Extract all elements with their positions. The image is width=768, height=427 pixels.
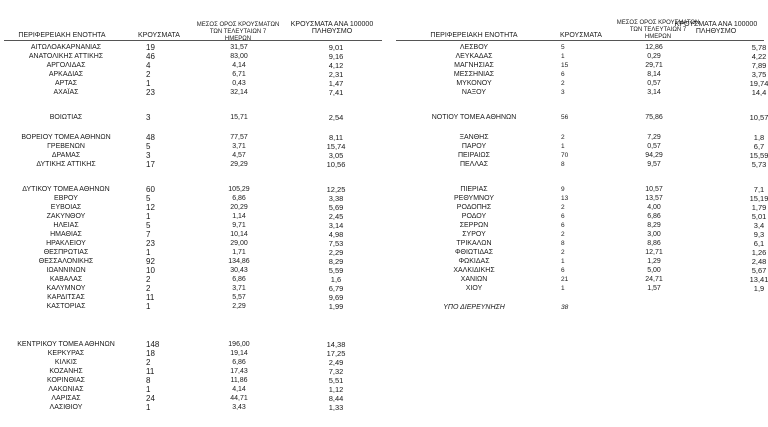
left-per-100k-cell: 9,16 — [328, 52, 344, 61]
left-avg-cell: 3,71 — [232, 285, 246, 292]
left-per-100k-cell: 8,29 — [328, 257, 344, 266]
left-avg-cell: 3,43 — [232, 404, 246, 411]
right-row — [396, 194, 768, 203]
right-region-cell: ΣΕΡΡΩΝ — [459, 222, 489, 229]
left-region-cell: ΑΡΓΟΛΙΔΑΣ — [46, 62, 86, 69]
left-per-100k-cell: 2,54 — [328, 113, 344, 122]
right-region-cell: ΠΕΙΡΑΙΩΣ — [458, 152, 490, 159]
right-per-100k-cell: 5,67 — [751, 266, 767, 275]
left-avg-cell: 3,71 — [232, 143, 246, 150]
right-avg-cell: 12,71 — [645, 249, 663, 256]
left-row — [4, 293, 384, 302]
right-per-100k-cell: 3,4 — [753, 221, 765, 230]
left-per-100k-cell: 2,29 — [328, 248, 344, 257]
left-row — [4, 88, 384, 97]
right-row — [396, 230, 768, 239]
left-avg-cell: 6,86 — [232, 195, 246, 202]
left-avg-cell: 196,00 — [228, 341, 250, 348]
left-avg-cell: 83,00 — [230, 53, 248, 60]
left-row — [4, 257, 384, 266]
left-cases-cell: 23 — [146, 88, 155, 97]
left-avg-cell: 1,14 — [232, 213, 246, 220]
right-avg-cell: 10,57 — [645, 186, 663, 193]
right-region-cell: ΧΑΛΚΙΔΙΚΗΣ — [453, 267, 495, 274]
right-cases-cell: 56 — [561, 114, 569, 121]
left-cases-cell: 11 — [146, 367, 155, 376]
left-cases-cell: 10 — [146, 266, 155, 275]
left-region-cell: ΚΑΒΑΛΑΣ — [49, 276, 83, 283]
left-region-cell: ΔΡΑΜΑΣ — [51, 152, 81, 159]
left-region-cell: ΚΟΖΑΝΗΣ — [49, 368, 83, 375]
left-cases-cell: 23 — [146, 239, 155, 248]
left-row — [4, 79, 384, 88]
right-cases-cell: 1 — [561, 285, 565, 292]
left-per-100k-cell: 1,33 — [328, 403, 344, 412]
left-per-100k-cell: 7,41 — [328, 88, 344, 97]
left-avg-cell: 5,57 — [232, 294, 246, 301]
left-cases-cell: 48 — [146, 133, 155, 142]
right-avg-cell: 0,29 — [647, 53, 661, 60]
right-cases-cell: 6 — [561, 213, 565, 220]
left-cases-cell: 7 — [146, 230, 151, 239]
left-cases-cell: 4 — [146, 61, 151, 70]
right-cases-cell: 2 — [561, 249, 565, 256]
right-row — [396, 70, 768, 79]
left-region-cell: ΚΑΛΥΜΝΟΥ — [46, 285, 86, 292]
left-per-100k-cell: 17,25 — [326, 349, 346, 358]
right-per-100k-cell: 9,3 — [753, 230, 765, 239]
left-avg-cell: 105,29 — [228, 186, 250, 193]
right-region-cell: ΦΩΚΙΔΑΣ — [458, 258, 490, 265]
right-header-rule — [396, 40, 764, 41]
left-per-100k-cell: 5,59 — [328, 266, 344, 275]
right-row — [396, 275, 768, 284]
right-header-region: ΠΕΡΙΦΕΡΕΙΑΚΗ ΕΝΟΤΗΤΑ — [430, 32, 518, 39]
right-per-100k-cell: 1,26 — [751, 248, 767, 257]
right-per-100k-cell: 15,59 — [749, 151, 768, 160]
left-header-cases: ΚΡΟΥΣΜΑΤΑ — [138, 32, 180, 39]
left-row — [4, 403, 384, 412]
right-region-cell: ΡΟΔΟΥ — [461, 213, 487, 220]
right-row — [396, 257, 768, 266]
right-row — [396, 185, 768, 194]
left-avg-cell: 4,14 — [232, 62, 246, 69]
right-avg-cell: 3,14 — [647, 89, 661, 96]
left-row — [4, 248, 384, 257]
right-region-cell: ΝΑΞΟΥ — [461, 89, 487, 96]
left-header-per-line1: ΚΡΟΥΣΜΑΤΑ ΑΝΑ 100000 — [290, 21, 374, 28]
left-cases-cell: 5 — [146, 221, 151, 230]
left-cases-cell: 3 — [146, 113, 151, 122]
left-region-cell: ΕΥΒΟΙΑΣ — [50, 204, 82, 211]
left-header-region: ΠΕΡΙΦΕΡΕΙΑΚΗ ΕΝΟΤΗΤΑ — [18, 32, 106, 39]
left-per-100k-cell: 9,01 — [328, 43, 344, 52]
right-row — [396, 239, 768, 248]
left-avg-cell: 2,29 — [232, 303, 246, 310]
left-cases-cell: 12 — [146, 203, 155, 212]
right-row — [396, 52, 768, 61]
left-row — [4, 113, 384, 122]
left-per-100k-cell: 2,49 — [328, 358, 344, 367]
left-per-100k-cell: 6,79 — [328, 284, 344, 293]
right-header-avg-line2: ΤΩΝ ΤΕΛΕΥΤΑΙΩΝ 7 ΗΜΕΡΩΝ — [629, 27, 687, 40]
right-per-100k-cell: 3,75 — [751, 70, 767, 79]
left-avg-cell: 9,71 — [232, 222, 246, 229]
left-cases-cell: 1 — [146, 79, 151, 88]
right-cases-cell: 3 — [561, 89, 565, 96]
right-per-100k-cell: 7,89 — [751, 61, 767, 70]
right-per-100k-cell: 19,74 — [749, 79, 768, 88]
left-cases-cell: 1 — [146, 403, 151, 412]
right-per-100k-cell: 13,41 — [749, 275, 768, 284]
left-row — [4, 142, 384, 151]
left-avg-cell: 77,57 — [230, 134, 248, 141]
right-row — [396, 142, 768, 151]
left-per-100k-cell: 1,47 — [328, 79, 344, 88]
right-avg-cell: 13,57 — [645, 195, 663, 202]
left-avg-cell: 44,71 — [230, 395, 248, 402]
right-header-per-line2: ΠΛΗΘΥΣΜΟ — [695, 28, 737, 35]
right-cases-cell: 5 — [561, 44, 565, 51]
left-cases-cell: 1 — [146, 212, 151, 221]
right-avg-cell: 8,29 — [647, 222, 661, 229]
right-region-cell: ΝΟΤΙΟΥ ΤΟΜΕΑ ΑΘΗΝΩΝ — [431, 114, 517, 121]
right-region-cell: ΥΠΟ ΔΙΕΡΕΥΝΗΣΗ — [443, 304, 505, 311]
right-region-cell: ΦΘΙΩΤΙΔΑΣ — [454, 249, 494, 256]
left-cases-cell: 3 — [146, 151, 151, 160]
left-per-100k-cell: 8,44 — [328, 394, 344, 403]
left-cases-cell: 2 — [146, 358, 151, 367]
right-row — [396, 212, 768, 221]
left-region-cell: ΑΡΤΑΣ — [54, 80, 78, 87]
left-cases-cell: 92 — [146, 257, 155, 266]
right-cases-cell: 2 — [561, 80, 565, 87]
left-per-100k-cell: 5,51 — [328, 376, 344, 385]
left-region-cell: ΚΑΡΔΙΤΣΑΣ — [47, 294, 85, 301]
left-avg-cell: 32,14 — [230, 89, 248, 96]
left-row — [4, 185, 384, 194]
right-per-100k-cell: 1,9 — [753, 284, 765, 293]
right-row — [396, 61, 768, 70]
right-per-100k-cell: 10,57 — [749, 113, 768, 122]
left-region-cell: ΘΕΣΠΡΩΤΙΑΣ — [43, 249, 89, 256]
left-cases-cell: 1 — [146, 302, 151, 311]
right-avg-cell: 94,29 — [645, 152, 663, 159]
right-row — [396, 248, 768, 257]
left-region-cell: ΑΧΑΪΑΣ — [53, 89, 79, 96]
left-avg-cell: 11,86 — [230, 377, 248, 384]
right-avg-cell: 5,00 — [647, 267, 661, 274]
left-avg-cell: 19,14 — [230, 350, 248, 357]
right-per-100k-cell: 2,48 — [751, 257, 767, 266]
right-avg-cell: 7,29 — [647, 134, 661, 141]
right-row — [396, 151, 768, 160]
right-avg-cell: 1,57 — [647, 285, 661, 292]
left-avg-cell: 29,00 — [230, 240, 248, 247]
left-cases-cell: 148 — [146, 340, 160, 349]
right-region-cell: ΞΑΝΘΗΣ — [459, 134, 489, 141]
left-region-cell: ΚΕΡΚΥΡΑΣ — [47, 350, 85, 357]
right-region-cell: ΡΕΘΥΜΝΟΥ — [453, 195, 494, 202]
left-row — [4, 212, 384, 221]
left-cases-cell: 60 — [146, 185, 155, 194]
right-avg-cell: 6,86 — [647, 213, 661, 220]
left-row — [4, 367, 384, 376]
right-cases-cell: 8 — [561, 161, 565, 168]
right-header-per-line1: ΚΡΟΥΣΜΑΤΑ ΑΝΑ 100000 — [674, 21, 758, 28]
right-cases-cell: 6 — [561, 222, 565, 229]
left-region-cell: ΚΑΣΤΟΡΙΑΣ — [46, 303, 86, 310]
right-cases-cell: 1 — [561, 258, 565, 265]
left-row — [4, 239, 384, 248]
left-header-rule — [4, 40, 382, 41]
right-region-cell: ΜΑΓΝΗΣΙΑΣ — [454, 62, 494, 69]
right-row — [396, 160, 768, 169]
left-region-cell: ΗΜΑΘΙΑΣ — [50, 231, 82, 238]
right-row — [396, 88, 768, 97]
left-cases-cell: 5 — [146, 194, 151, 203]
right-avg-cell: 29,71 — [645, 62, 663, 69]
right-per-100k-cell: 7,1 — [753, 185, 765, 194]
right-cases-cell: 9 — [561, 186, 565, 193]
left-row — [4, 376, 384, 385]
left-row — [4, 43, 384, 52]
right-region-cell: ΡΟΔΟΠΗΣ — [456, 204, 492, 211]
right-row — [396, 303, 768, 312]
right-region-cell: ΣΥΡΟΥ — [462, 231, 486, 238]
left-region-cell: ΑΙΤΩΛΟΑΚΑΡΝΑΝΙΑΣ — [30, 44, 102, 51]
right-header-avg-line1: ΜΕΣΟΣ ΟΡΟΣ ΚΡΟΥΣΜΑΤΩΝ — [616, 20, 700, 26]
left-region-cell: ΙΩΑΝΝΙΝΩΝ — [46, 267, 86, 274]
right-avg-cell: 24,71 — [645, 276, 663, 283]
left-row — [4, 61, 384, 70]
left-avg-cell: 15,71 — [230, 114, 248, 121]
left-region-cell: ΔΥΤΙΚΟΥ ΤΟΜΕΑ ΑΘΗΝΩΝ — [22, 186, 110, 193]
left-avg-cell: 17,43 — [230, 368, 248, 375]
left-per-100k-cell: 3,38 — [328, 194, 344, 203]
right-row — [396, 133, 768, 142]
right-per-100k-cell: 1,8 — [753, 133, 765, 142]
left-avg-cell: 31,57 — [230, 44, 248, 51]
right-cases-cell: 1 — [561, 143, 565, 150]
right-per-100k-cell: 6,7 — [753, 142, 765, 151]
left-row — [4, 385, 384, 394]
right-avg-cell: 75,86 — [645, 114, 663, 121]
left-per-100k-cell: 3,05 — [328, 151, 344, 160]
right-row — [396, 43, 768, 52]
left-avg-cell: 0,43 — [232, 80, 246, 87]
left-per-100k-cell: 7,32 — [328, 367, 344, 376]
right-region-cell: ΠΙΕΡΙΑΣ — [460, 186, 488, 193]
left-cases-cell: 2 — [146, 284, 151, 293]
left-cases-cell: 5 — [146, 142, 151, 151]
left-row — [4, 302, 384, 311]
left-row — [4, 151, 384, 160]
left-row — [4, 394, 384, 403]
left-per-100k-cell: 7,53 — [328, 239, 344, 248]
left-per-100k-cell: 10,56 — [326, 160, 346, 169]
right-per-100k-cell: 1,79 — [751, 203, 767, 212]
left-cases-cell: 2 — [146, 275, 151, 284]
left-per-100k-cell: 5,69 — [328, 203, 344, 212]
left-per-100k-cell: 3,14 — [328, 221, 344, 230]
left-header-per-line2: ΠΛΗΘΥΣΜΟ — [311, 28, 353, 35]
left-per-100k-cell: 4,98 — [328, 230, 344, 239]
left-row — [4, 230, 384, 239]
right-row — [396, 284, 768, 293]
left-avg-cell: 6,86 — [232, 276, 246, 283]
left-per-100k-cell: 1,12 — [328, 385, 344, 394]
right-cases-cell: 70 — [561, 152, 569, 159]
right-row — [396, 266, 768, 275]
left-row — [4, 221, 384, 230]
left-cases-cell: 1 — [146, 385, 151, 394]
left-avg-cell: 6,71 — [232, 71, 246, 78]
left-cases-cell: 1 — [146, 248, 151, 257]
left-row — [4, 160, 384, 169]
left-row — [4, 266, 384, 275]
left-region-cell: ΖΑΚΥΝΘΟΥ — [46, 213, 86, 220]
left-per-100k-cell: 8,11 — [328, 133, 344, 142]
left-avg-cell: 10,14 — [230, 231, 248, 238]
left-per-100k-cell: 14,38 — [326, 340, 346, 349]
left-row — [4, 275, 384, 284]
left-cases-cell: 17 — [146, 160, 155, 169]
right-per-100k-cell: 5,73 — [751, 160, 767, 169]
right-cases-cell: 8 — [561, 240, 565, 247]
right-header-per — [668, 21, 764, 35]
left-row — [4, 358, 384, 367]
left-region-cell: ΒΟΙΩΤΙΑΣ — [49, 114, 83, 121]
right-cases-cell: 2 — [561, 231, 565, 238]
left-cases-cell: 24 — [146, 394, 155, 403]
right-region-cell: ΧΙΟΥ — [465, 285, 483, 292]
left-cases-cell: 46 — [146, 52, 155, 61]
right-cases-cell: 6 — [561, 267, 565, 274]
left-cases-cell: 2 — [146, 70, 151, 79]
left-avg-cell: 29,29 — [230, 161, 248, 168]
right-region-cell: ΧΑΝΙΩΝ — [460, 276, 488, 283]
right-cases-cell: 21 — [561, 276, 569, 283]
left-region-cell: ΛΑΡΙΣΑΣ — [51, 395, 81, 402]
right-per-100k-cell: 5,01 — [751, 212, 767, 221]
right-avg-cell: 12,86 — [645, 44, 663, 51]
left-avg-cell: 4,57 — [232, 152, 246, 159]
left-avg-cell: 6,86 — [232, 359, 246, 366]
left-cases-cell: 18 — [146, 349, 155, 358]
left-region-cell: ΗΛΕΙΑΣ — [53, 222, 79, 229]
right-row — [396, 79, 768, 88]
left-avg-cell: 134,86 — [228, 258, 250, 265]
left-header-avg-line1: ΜΕΣΟΣ ΟΡΟΣ ΚΡΟΥΣΜΑΤΩΝ — [196, 22, 280, 28]
right-per-100k-cell: 6,1 — [753, 239, 765, 248]
left-per-100k-cell: 1,6 — [330, 275, 342, 284]
left-per-100k-cell: 12,25 — [326, 185, 346, 194]
right-avg-cell: 3,00 — [647, 231, 661, 238]
right-region-cell: ΤΡΙΚΑΛΩΝ — [456, 240, 492, 247]
right-region-cell: ΠΑΡΟΥ — [461, 143, 487, 150]
right-row — [396, 221, 768, 230]
left-region-cell: ΚΙΛΚΙΣ — [54, 359, 78, 366]
left-region-cell: ΘΕΣΣΑΛΟΝΙΚΗΣ — [38, 258, 94, 265]
right-region-cell: ΠΕΛΛΑΣ — [459, 161, 489, 168]
right-avg-cell: 0,57 — [647, 143, 661, 150]
left-region-cell: ΓΡΕΒΕΝΩΝ — [47, 143, 85, 150]
right-avg-cell: 8,86 — [647, 240, 661, 247]
right-row — [396, 113, 768, 122]
right-region-cell: ΜΕΣΣΗΝΙΑΣ — [453, 71, 495, 78]
right-cases-cell: 13 — [561, 195, 569, 202]
left-header-per — [284, 21, 380, 35]
right-region-cell: ΜΥΚΟΝΟΥ — [456, 80, 492, 87]
left-region-cell: ΑΡΚΑΔΙΑΣ — [48, 71, 84, 78]
right-row — [396, 203, 768, 212]
left-per-100k-cell: 2,31 — [328, 70, 344, 79]
left-row — [4, 194, 384, 203]
right-region-cell: ΛΕΥΚΑΔΑΣ — [455, 53, 493, 60]
left-avg-cell: 1,71 — [232, 249, 246, 256]
right-avg-cell: 8,14 — [647, 71, 661, 78]
left-per-100k-cell: 1,99 — [328, 302, 344, 311]
left-row — [4, 203, 384, 212]
left-region-cell: ΚΕΝΤΡΙΚΟΥ ΤΟΜΕΑ ΑΘΗΝΩΝ — [17, 341, 115, 348]
right-cases-cell: 38 — [561, 304, 569, 311]
right-region-cell: ΛΕΣΒΟΥ — [459, 44, 489, 51]
left-region-cell: ΑΝΑΤΟΛΙΚΗΣ ΑΤΤΙΚΗΣ — [28, 53, 104, 60]
right-per-100k-cell: 5,78 — [751, 43, 767, 52]
right-avg-cell: 9,57 — [647, 161, 661, 168]
left-row — [4, 133, 384, 142]
left-cases-cell: 19 — [146, 43, 155, 52]
left-row — [4, 70, 384, 79]
left-region-cell: ΕΒΡΟΥ — [54, 195, 78, 202]
left-per-100k-cell: 9,69 — [328, 293, 344, 302]
left-per-100k-cell: 2,45 — [328, 212, 344, 221]
left-avg-cell: 4,14 — [232, 386, 246, 393]
left-region-cell: ΔΥΤΙΚΗΣ ΑΤΤΙΚΗΣ — [36, 161, 96, 168]
left-cases-cell: 11 — [146, 293, 155, 302]
left-cases-cell: 8 — [146, 376, 151, 385]
left-avg-cell: 20,29 — [230, 204, 248, 211]
right-cases-cell: 2 — [561, 134, 565, 141]
left-row — [4, 340, 384, 349]
left-header-avg-line2: ΤΩΝ ΤΕΛΕΥΤΑΙΩΝ 7 ΗΜΕΡΩΝ — [209, 29, 267, 42]
left-row — [4, 284, 384, 293]
right-avg-cell: 0,57 — [647, 80, 661, 87]
right-cases-cell: 1 — [561, 53, 565, 60]
left-region-cell: ΗΡΑΚΛΕΙΟΥ — [46, 240, 86, 247]
left-avg-cell: 30,43 — [230, 267, 248, 274]
left-region-cell: ΛΑΚΩΝΙΑΣ — [48, 386, 84, 393]
right-per-100k-cell: 14,4 — [751, 88, 767, 97]
right-cases-cell: 15 — [561, 62, 569, 69]
left-per-100k-cell: 4,12 — [328, 61, 344, 70]
right-cases-cell: 6 — [561, 71, 565, 78]
right-header-cases: ΚΡΟΥΣΜΑΤΑ — [560, 32, 602, 39]
left-region-cell: ΚΟΡΙΝΘΙΑΣ — [47, 377, 85, 384]
left-per-100k-cell: 15,74 — [326, 142, 346, 151]
left-region-cell: ΛΑΣΙΘΙΟΥ — [49, 404, 83, 411]
right-per-100k-cell: 4,22 — [751, 52, 767, 61]
right-per-100k-cell: 15,19 — [749, 194, 768, 203]
right-avg-cell: 4,00 — [647, 204, 661, 211]
right-cases-cell: 2 — [561, 204, 565, 211]
left-row — [4, 349, 384, 358]
left-region-cell: ΒΟΡΕΙΟΥ ΤΟΜΕΑ ΑΘΗΝΩΝ — [21, 134, 111, 141]
left-row — [4, 52, 384, 61]
right-avg-cell: 1,29 — [647, 258, 661, 265]
